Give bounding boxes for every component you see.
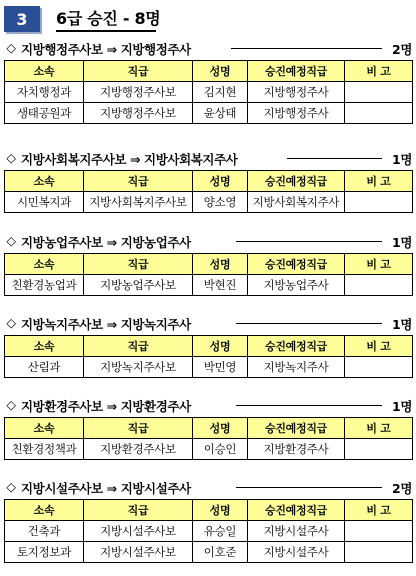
table-cell: 지방시설주사보 bbox=[84, 542, 193, 563]
table-cell: 박현진 bbox=[193, 275, 248, 296]
table-header-row bbox=[5, 254, 413, 275]
table-cell: 박민영 bbox=[193, 357, 248, 378]
column-header: 직급 bbox=[84, 336, 193, 357]
table-cell: 지방행정주사 bbox=[248, 82, 345, 103]
promotion-table bbox=[4, 253, 413, 296]
section-heading-text: 지방농업주사보 ⇒ 지방농업주사 bbox=[21, 235, 191, 250]
column-header: 비 고 bbox=[345, 418, 413, 439]
section-heading-text: 지방환경주사보 ⇒ 지방환경주사 bbox=[21, 399, 191, 414]
table-cell: 양소영 bbox=[193, 192, 248, 213]
table-cell: 지방사회복지주사보 bbox=[84, 192, 193, 213]
promotion-section bbox=[4, 150, 412, 213]
section-heading bbox=[4, 479, 412, 497]
section-heading-text: 지방시설주사보 ⇒ 지방시설주사 bbox=[21, 481, 191, 496]
table-row bbox=[5, 192, 413, 213]
table-cell bbox=[345, 439, 413, 460]
table-cell: 시민복지과 bbox=[5, 192, 84, 213]
column-header: 성명 bbox=[193, 61, 248, 82]
table-cell: 지방농업주사보 bbox=[84, 275, 193, 296]
heading-rule bbox=[236, 241, 382, 242]
column-header: 성명 bbox=[193, 171, 248, 192]
column-header: 승진예정직급 bbox=[248, 61, 345, 82]
section-count: 2명 bbox=[392, 481, 412, 496]
table-header-row bbox=[5, 61, 413, 82]
column-header: 성명 bbox=[193, 336, 248, 357]
page-title-text: 6급 승진 - 8명 bbox=[56, 9, 161, 28]
column-header: 성명 bbox=[193, 418, 248, 439]
section-heading bbox=[4, 40, 412, 58]
column-header: 성명 bbox=[193, 254, 248, 275]
column-header: 비 고 bbox=[345, 61, 413, 82]
column-header: 성명 bbox=[193, 500, 248, 521]
table-header-row bbox=[5, 418, 413, 439]
table-row bbox=[5, 103, 413, 124]
table-cell: 친환경정책과 bbox=[5, 439, 84, 460]
table-cell bbox=[345, 275, 413, 296]
table-row bbox=[5, 542, 413, 563]
column-header: 승진예정직급 bbox=[248, 336, 345, 357]
diamond-icon: ◇ bbox=[6, 397, 16, 412]
column-header: 비 고 bbox=[345, 254, 413, 275]
table-row bbox=[5, 521, 413, 542]
table-cell: 생태공원과 bbox=[5, 103, 84, 124]
column-header: 소속 bbox=[5, 171, 84, 192]
column-header: 승진예정직급 bbox=[248, 254, 345, 275]
section-count: 1명 bbox=[392, 399, 412, 414]
section-count: 1명 bbox=[392, 235, 412, 250]
table-cell: 지방행정주사보 bbox=[84, 82, 193, 103]
section-heading bbox=[4, 150, 412, 168]
page-title bbox=[4, 6, 412, 32]
column-header: 직급 bbox=[84, 171, 193, 192]
table-cell: 산림과 bbox=[5, 357, 84, 378]
table-cell: 이호준 bbox=[193, 542, 248, 563]
promotion-table bbox=[4, 417, 413, 460]
promotion-table bbox=[4, 60, 413, 124]
column-header: 소속 bbox=[5, 336, 84, 357]
table-row bbox=[5, 357, 413, 378]
table-cell: 지방시설주사보 bbox=[84, 521, 193, 542]
table-cell: 지방환경주사보 bbox=[84, 439, 193, 460]
heading-rule bbox=[287, 158, 382, 159]
section-count: 1명 bbox=[392, 152, 412, 167]
section-heading-text: 지방녹지주사보 ⇒ 지방녹지주사 bbox=[21, 317, 191, 332]
table-cell: 유승일 bbox=[193, 521, 248, 542]
column-header: 승진예정직급 bbox=[248, 418, 345, 439]
promotion-section bbox=[4, 479, 412, 563]
heading-rule bbox=[236, 405, 382, 406]
heading-rule bbox=[236, 323, 382, 324]
table-cell: 이승인 bbox=[193, 439, 248, 460]
table-cell: 친환경농업과 bbox=[5, 275, 84, 296]
section-heading bbox=[4, 315, 412, 333]
column-header: 승진예정직급 bbox=[248, 500, 345, 521]
table-header-row bbox=[5, 336, 413, 357]
table-row bbox=[5, 275, 413, 296]
table-cell: 지방시설주사 bbox=[248, 521, 345, 542]
table-row bbox=[5, 439, 413, 460]
diamond-icon: ◇ bbox=[6, 479, 16, 494]
column-header: 직급 bbox=[84, 254, 193, 275]
promotion-section bbox=[4, 233, 412, 296]
column-header: 비 고 bbox=[345, 171, 413, 192]
promotion-section bbox=[4, 40, 412, 124]
heading-rule bbox=[236, 487, 382, 488]
heading-rule bbox=[231, 48, 382, 49]
column-header: 비 고 bbox=[345, 336, 413, 357]
column-header: 승진예정직급 bbox=[248, 171, 345, 192]
table-cell bbox=[345, 357, 413, 378]
table-cell bbox=[345, 521, 413, 542]
table-row bbox=[5, 82, 413, 103]
promotion-section bbox=[4, 315, 412, 378]
table-cell: 토지정보과 bbox=[5, 542, 84, 563]
table-cell bbox=[345, 192, 413, 213]
table-cell: 자치행정과 bbox=[5, 82, 84, 103]
table-cell: 지방행정주사 bbox=[248, 103, 345, 124]
table-cell: 지방녹지주사보 bbox=[84, 357, 193, 378]
table-cell: 지방녹지주사 bbox=[248, 357, 345, 378]
section-number-badge: 3 bbox=[4, 6, 40, 32]
table-cell: 김지현 bbox=[193, 82, 248, 103]
table-cell: 건축과 bbox=[5, 521, 84, 542]
diamond-icon: ◇ bbox=[6, 40, 16, 55]
promotion-section bbox=[4, 397, 412, 460]
section-heading bbox=[4, 233, 412, 251]
column-header: 직급 bbox=[84, 500, 193, 521]
column-header: 소속 bbox=[5, 500, 84, 521]
diamond-icon: ◇ bbox=[6, 150, 16, 165]
section-heading bbox=[4, 397, 412, 415]
column-header: 직급 bbox=[84, 61, 193, 82]
column-header: 비 고 bbox=[345, 500, 413, 521]
promotion-table bbox=[4, 170, 413, 213]
table-cell: 윤상태 bbox=[193, 103, 248, 124]
table-cell: 지방환경주사 bbox=[248, 439, 345, 460]
title-underline bbox=[56, 30, 156, 32]
column-header: 소속 bbox=[5, 61, 84, 82]
section-heading-text: 지방행정주사보 ⇒ 지방행정주사 bbox=[21, 42, 191, 57]
section-count: 1명 bbox=[392, 317, 412, 332]
section-count: 2명 bbox=[392, 42, 412, 57]
table-cell: 지방사회복지주사 bbox=[248, 192, 345, 213]
table-cell bbox=[345, 542, 413, 563]
diamond-icon: ◇ bbox=[6, 315, 16, 330]
promotion-table bbox=[4, 499, 413, 563]
table-cell bbox=[345, 82, 413, 103]
promotion-table bbox=[4, 335, 413, 378]
table-header-row bbox=[5, 171, 413, 192]
table-header-row bbox=[5, 500, 413, 521]
column-header: 소속 bbox=[5, 418, 84, 439]
table-cell: 지방농업주사 bbox=[248, 275, 345, 296]
table-cell bbox=[345, 103, 413, 124]
section-heading-text: 지방사회복지주사보 ⇒ 지방사회복지주사 bbox=[21, 152, 238, 167]
column-header: 직급 bbox=[84, 418, 193, 439]
table-cell: 지방시설주사 bbox=[248, 542, 345, 563]
column-header: 소속 bbox=[5, 254, 84, 275]
table-cell: 지방행정주사보 bbox=[84, 103, 193, 124]
diamond-icon: ◇ bbox=[6, 233, 16, 248]
